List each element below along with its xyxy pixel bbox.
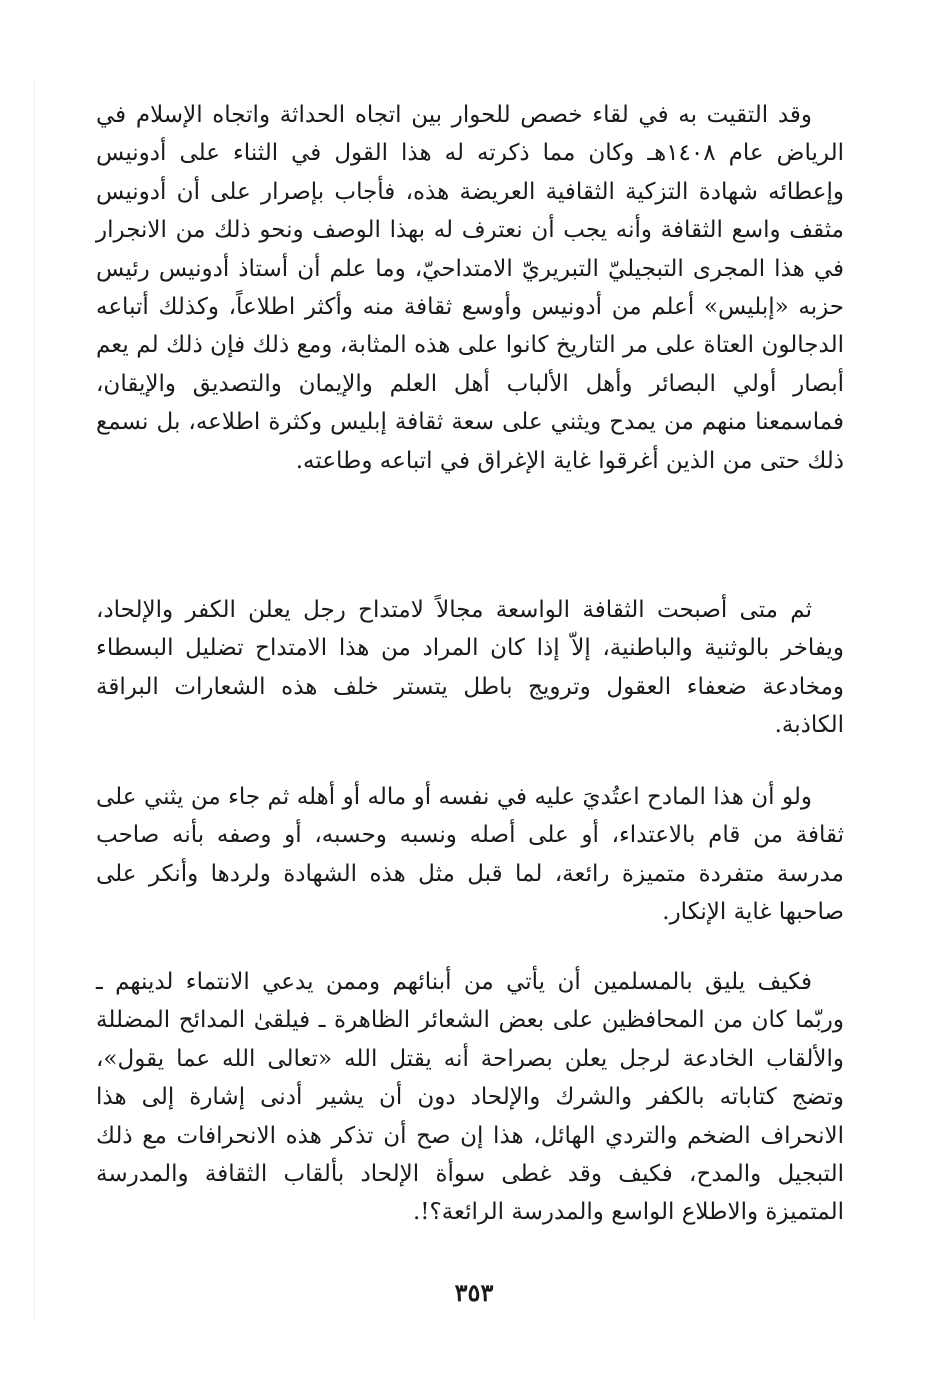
paragraph-3: ولو أن هذا المادح اعتُديَ عليه في نفسه أو ماله أو أهله ثم جاء من يثني على ثقافة من قام بالاعتداء، أو على أصله ونسبه وحسبه، أو وصفه بأنه صاحب مدرسة متفردة متميزة رائعة، لما قبل مثل هذه الشهادة ولردها وأنكر على صاحبها غاية الإنكار. bbox=[96, 784, 844, 926]
paragraph-2: ثم متى أصبحت الثقافة الواسعة مجالاً لامتداح رجل يعلن الكفر والإلحاد، ويفاخر بالوثنية والباطنية، إلاّ إذا كان المراد من هذا الامتداح تضليل البسطاء ومخادعة ضعفاء العقول وترويج باطل يتستر خلف هذه الشعارات البراقة الكاذبة. bbox=[96, 597, 844, 739]
page-number: ٣٥٣ bbox=[454, 1278, 494, 1307]
page-fold-shadow bbox=[34, 80, 35, 1320]
paragraph-1: وقد التقيت به في لقاء خصص للحوار بين اتجاه الحداثة واتجاه الإسلام في الرياض عام ١٤٠٨هـ وكان مما ذكرته له هذا القول في الثناء على أدونيس وإعطائه شهادة التزكية الثقافية العريضة هذه، فأجاب بإصرار على أن أدونيس مثقف واسع الثقافة وأنه يجب أن نعترف له بهذا الوصف ونحو ذلك من الانجرار في هذا المجرى التبجيليّ التبريريّ الامتداحيّ، وما علم أن أستاذ أدونيس رئيس حزبه «إبليس» أعلم من أدونيس وأوسع ثقافة منه وأكثر اطلاعاً، وكذلك أتباعه الدجالون العتاة على مر التاريخ كانوا على هذه المثابة، ومع ذلك فإن ذلك لم يعم أبصار أولي البصائر وأهل الألباب أهل العلم والإيمان والتصديق والإيقان، فماسمعنا منهم من يمدح ويثني على سعة ثقافة إبليس وكثرة اطلاعه، بل نسمع ذلك حتى من الذين أغرقوا غاية الإغراق في اتباعه وطاعته. bbox=[96, 102, 844, 474]
page-body bbox=[96, 96, 844, 1232]
paragraph-4: فكيف يليق بالمسلمين أن يأتي من أبنائهم وممن يدعي الانتماء لدينهم ـ وربّما كان من المحافظين على بعض الشعائر الظاهرة ـ فيلقىٰ المدائح المضللة والألقاب الخادعة لرجل يعلن بصراحة أنه يقتل الله «تعالى الله عما يقول»، وتضج كتاباته بالكفر والشرك والإلحاد دون أن يشير أدنى إشارة إلى هذا الانحراف الضخم والتردي الهائل، هذا إن صح أن تذكر هذه الانحرافات مع ذلك التبجيل والمدح، فكيف وقد غطى سوأة الإلحاد بألقاب الثقافة والمدرسة المتميزة والاطلاع الواسع والمدرسة الرائعة؟!. bbox=[96, 969, 844, 1226]
